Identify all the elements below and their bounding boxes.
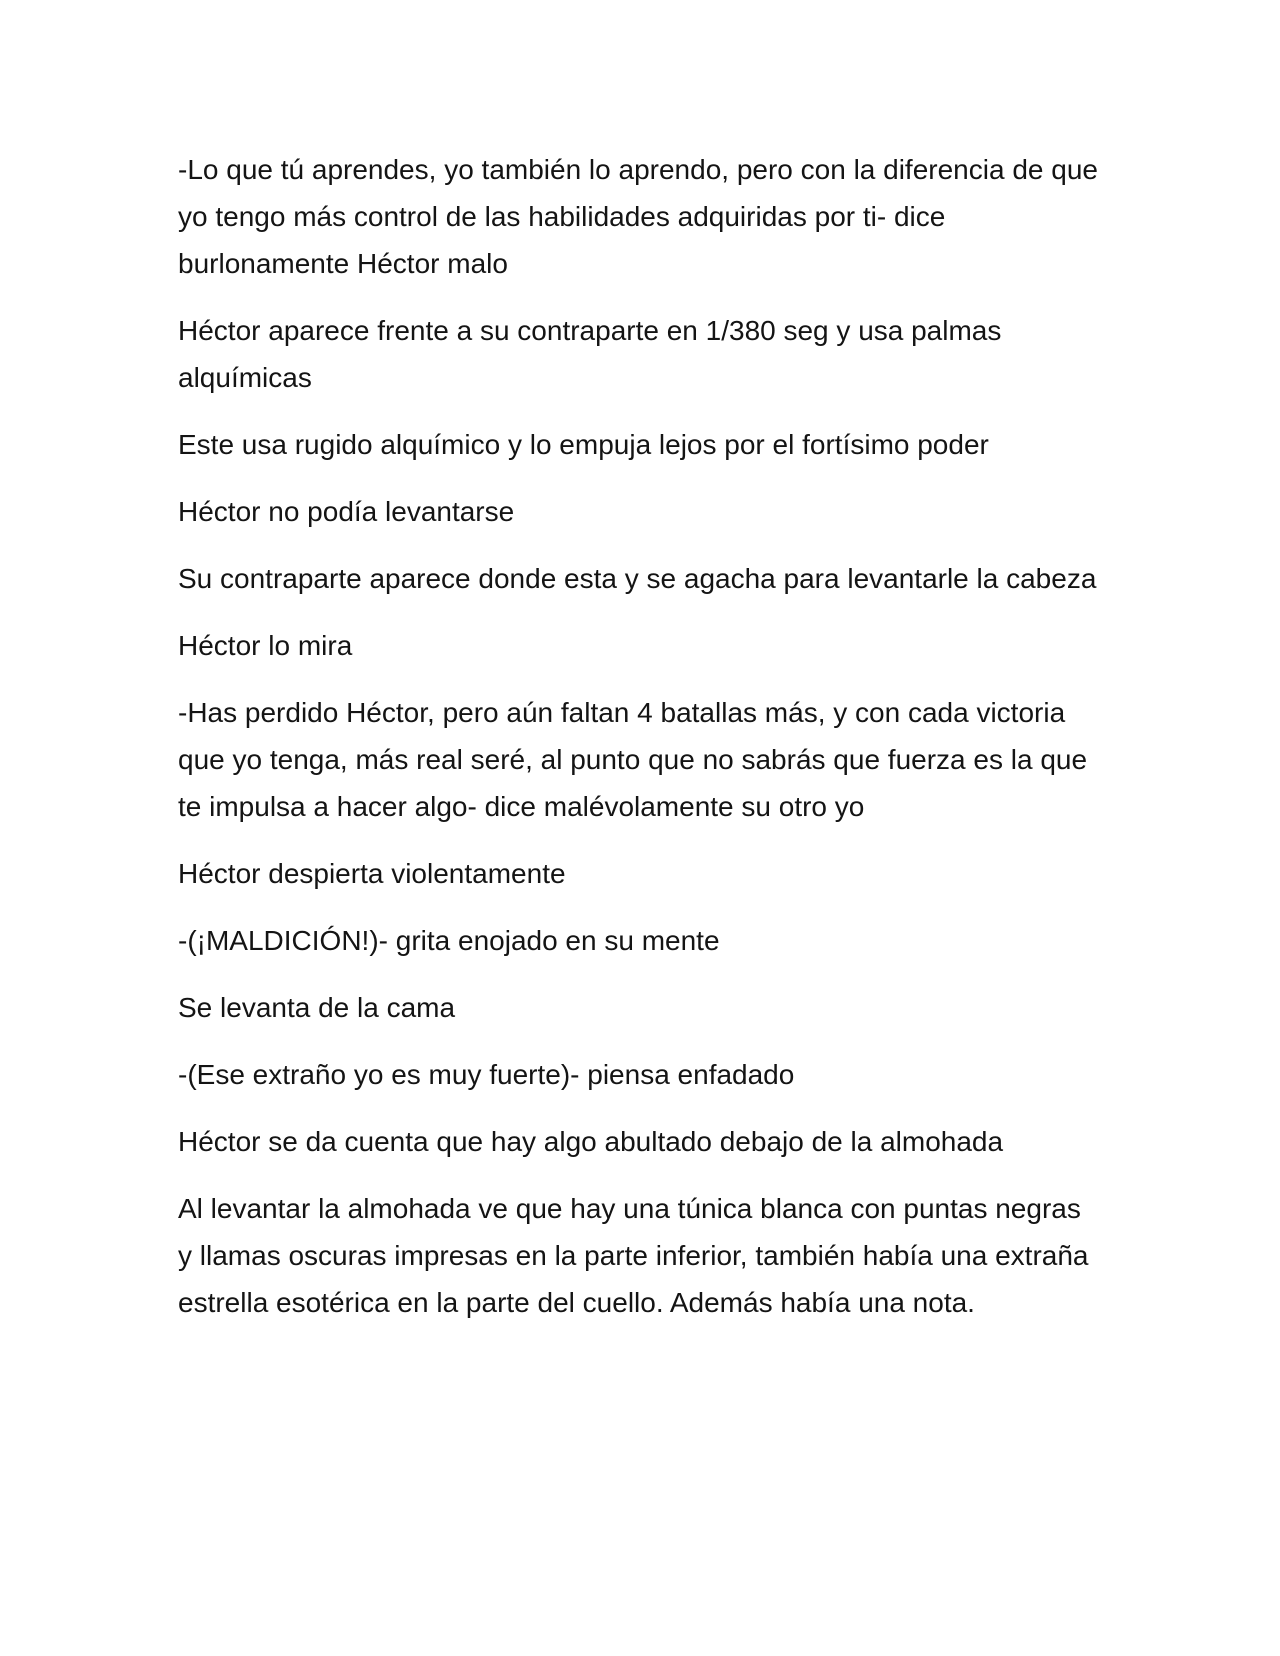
paragraph: Héctor aparece frente a su contraparte en 1/380 seg y usa palmas alquímicas <box>178 315 1002 393</box>
paragraph: -(Ese extraño yo es muy fuerte)- piensa enfadado <box>178 1059 795 1090</box>
paragraph: -Lo que tú aprendes, yo también lo aprendo, pero con la diferencia de que yo tengo más control de las habilidades adquiridas por ti- dice burlonamente Héctor malo <box>178 154 1098 279</box>
paragraph: -Has perdido Héctor, pero aún faltan 4 batallas más, y con cada victoria que yo tenga, más real seré, al punto que no sabrás que fuerza es la que te impulsa a hacer algo- dice malévolamente su otro yo <box>178 697 1088 822</box>
paragraph: Al levantar la almohada ve que hay una túnica blanca con puntas negras y llamas oscuras impresas en la parte inferior, también había una extraña estrella esotérica en la parte del cuello. Además había una nota. <box>178 1193 1089 1318</box>
paragraph: Héctor no podía levantarse <box>178 496 515 527</box>
paragraph: -(¡MALDICIÓN!)- grita enojado en su mente <box>178 925 720 956</box>
paragraph: Héctor despierta violentamente <box>178 858 566 889</box>
paragraph: Se levanta de la cama <box>178 992 456 1023</box>
paragraph: Héctor lo mira <box>178 630 353 661</box>
paragraph: Este usa rugido alquímico y lo empuja lejos por el fortísimo poder <box>178 429 989 460</box>
paragraph: Héctor se da cuenta que hay algo abultado debajo de la almohada <box>178 1126 1004 1157</box>
paragraph: Su contraparte aparece donde esta y se agacha para levantarle la cabeza <box>178 563 1097 594</box>
